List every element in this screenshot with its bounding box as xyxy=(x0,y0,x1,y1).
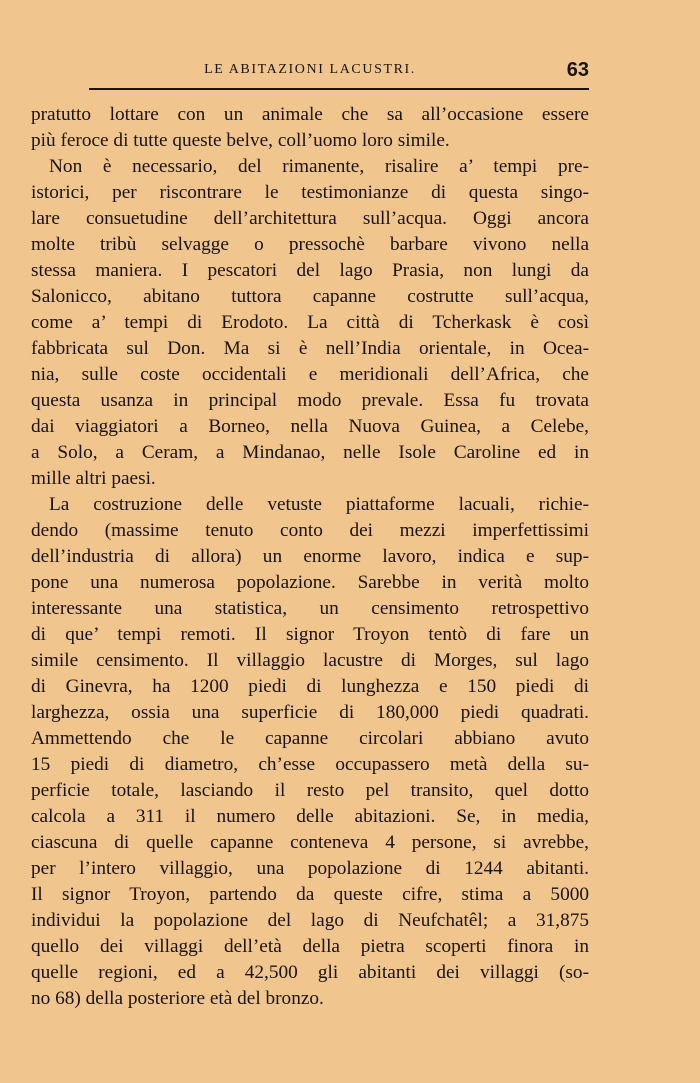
text-line: no 68) della posteriore età del bronzo. xyxy=(31,988,324,1009)
text-line: simile censimento. Il villaggio lacustre di Morges, sul lago xyxy=(31,650,589,671)
text-line: quello dei villaggi dell’età della pietra scoperti finora in xyxy=(31,936,589,957)
text-line: ciascuna di quelle capanne conteneva 4 persone, si avrebbe, xyxy=(31,832,589,853)
body-text xyxy=(31,102,589,1012)
text-line: Non è necessario, del rimanente, risalire a’ tempi pre- xyxy=(49,156,589,177)
text-line: per l’intero villaggio, una popolazione di 1244 abitanti. xyxy=(31,858,589,879)
text-line: 15 piedi di diametro, ch’esse occupassero metà della su- xyxy=(31,754,589,775)
text-line: perficie totale, lasciando il resto pel transito, quel dotto xyxy=(31,780,589,801)
text-line: dell’industria di allora) un enorme lavoro, indica e sup- xyxy=(31,546,589,567)
text-line: interessante una statistica, un censimento retrospettivo xyxy=(31,598,589,619)
text-line: pone una numerosa popolazione. Sarebbe in verità molto xyxy=(31,572,589,593)
text-line: quelle regioni, ed a 42,500 gli abitanti dei villaggi (so- xyxy=(31,962,589,983)
header-rule xyxy=(89,88,589,90)
book-page xyxy=(31,56,589,1012)
text-line: di que’ tempi remoti. Il signor Troyon tentò di fare un xyxy=(31,624,589,645)
text-line: individui la popolazione del lago di Neufchatêl; a 31,875 xyxy=(31,910,589,931)
text-line: di Ginevra, ha 1200 piedi di lunghezza e 150 piedi di xyxy=(31,676,589,697)
running-head xyxy=(31,56,589,84)
text-line: mille altri paesi. xyxy=(31,468,156,489)
text-line: questa usanza in principal modo prevale. Essa fu trovata xyxy=(31,390,589,411)
text-line: Ammettendo che le capanne circolari abbiano avuto xyxy=(31,728,589,749)
text-line: istorici, per riscontrare le testimonianze di questa singo- xyxy=(31,182,589,203)
text-line: lare consuetudine dell’architettura sull’acqua. Oggi ancora xyxy=(31,208,589,229)
text-line: dendo (massime tenuto conto dei mezzi imperfettissimi xyxy=(31,520,589,541)
text-line: larghezza, ossia una superficie di 180,000 piedi quadrati. xyxy=(31,702,589,723)
text-line: nia, sulle coste occidentali e meridionali dell’Africa, che xyxy=(31,364,589,385)
text-line: La costruzione delle vetuste piattaforme lacuali, richie- xyxy=(49,494,589,515)
text-line: pratutto lottare con un animale che sa all’occasione essere xyxy=(31,104,589,125)
text-line: Il signor Troyon, partendo da queste cifre, stima a 5000 xyxy=(31,884,589,905)
text-line: a Solo, a Ceram, a Mindanao, nelle Isole Caroline ed in xyxy=(31,442,589,463)
page-number: 63 xyxy=(566,59,589,81)
text-line: fabbricata sul Don. Ma si è nell’India orientale, in Ocea- xyxy=(31,338,589,359)
text-line: più feroce di tutte queste belve, coll’uomo loro simile. xyxy=(31,130,450,151)
text-line: molte tribù selvagge o pressochè barbare vivono nella xyxy=(31,234,589,255)
text-line: calcola a 311 il numero delle abitazioni. Se, in media, xyxy=(31,806,589,827)
text-line: dai viaggiatori a Borneo, nella Nuova Guinea, a Celebe, xyxy=(31,416,589,437)
text-line: Salonicco, abitano tuttora capanne costrutte sull’acqua, xyxy=(31,286,589,307)
text-line: come a’ tempi di Erodoto. La città di Tcherkask è così xyxy=(31,312,589,333)
text-line: stessa maniera. I pescatori del lago Prasia, non lungi da xyxy=(31,260,589,281)
running-title: LE ABITAZIONI LACUSTRI. xyxy=(204,62,416,77)
